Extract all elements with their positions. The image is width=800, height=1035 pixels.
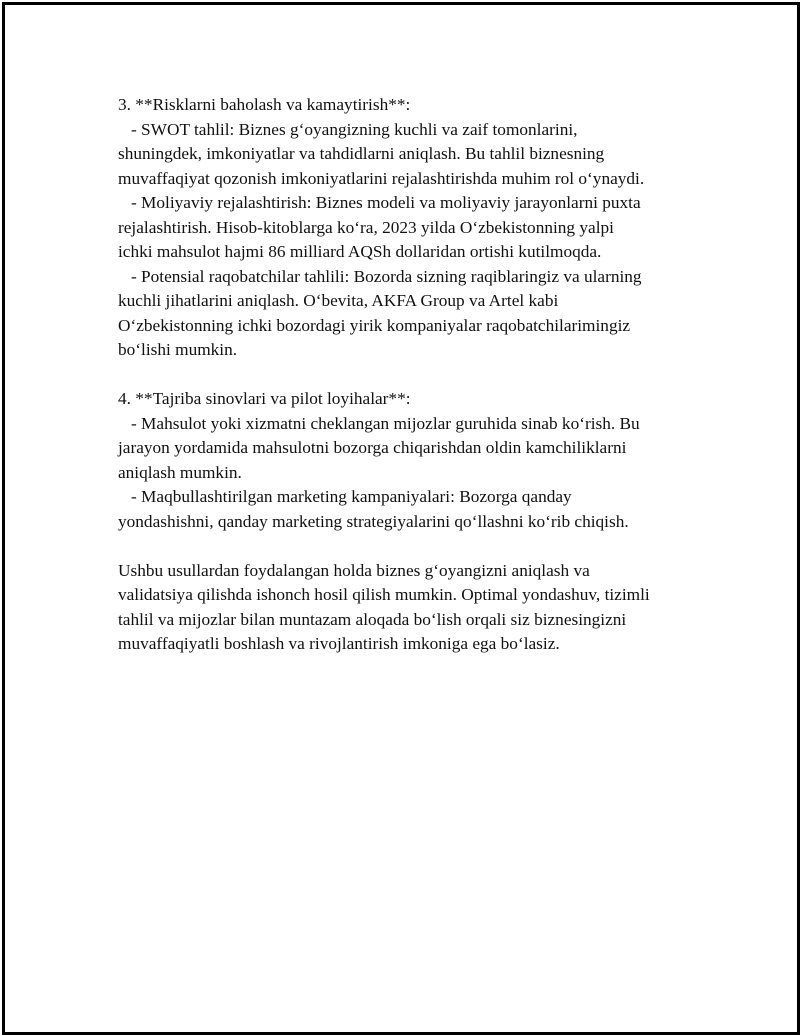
text-line: - Moliyaviy rejalashtirish: Biznes modeli va moliyaviy jarayonlarni puxta	[118, 193, 641, 212]
section-3	[118, 93, 718, 363]
paragraph-gap	[118, 534, 718, 559]
conclusion-paragraph	[118, 559, 718, 657]
text-line: - Potensial raqobatchilar tahlili: Bozorda sizning raqiblaringiz va ularning	[118, 266, 642, 286]
text-line: muvaffaqiyatli boshlash va rivojlantirish imkoniga ega bo‘lasiz.	[118, 634, 560, 653]
list-item	[118, 265, 718, 363]
list-item	[118, 412, 718, 486]
text-line: Ushbu usullardan foydalangan holda biznes g‘oyangizni aniqlash va	[118, 560, 590, 580]
text-line: muvaffaqiyat qozonish imkoniyatlarini rejalashtirishda muhim rol o‘ynaydi.	[118, 168, 645, 188]
text-line: yondashishni, qanday marketing strategiyalarini qo‘llashni ko‘rib chiqish.	[118, 511, 629, 531]
section-heading: 3. **Risklarni baholash va kamaytirish**:	[118, 95, 411, 114]
text-line: O‘zbekistonning ichki bozordagi yirik kompaniyalar raqobatchilarimingiz	[118, 315, 631, 335]
list-item	[118, 118, 718, 192]
text-line: bo‘lishi mumkin.	[118, 340, 238, 359]
text-line: jarayon yordamida mahsulotni bozorga chiqarishdan oldin kamchiliklarni	[118, 438, 627, 457]
list-item	[118, 485, 718, 534]
document-body	[118, 93, 718, 657]
text-line: validatsiya qilishda ishonch hosil qilish mumkin. Optimal yondashuv, tizimli	[118, 585, 650, 604]
list-item	[118, 191, 718, 265]
text-line: ichki mahsulot hajmi 86 milliard AQSh dollaridan ortishi kutilmoqda.	[118, 242, 602, 261]
text-line: kuchli jihatlarini aniqlash. O‘bevita, AKFA Group va Artel kabi	[118, 291, 559, 310]
section-heading: 4. **Tajriba sinovlari va pilot loyihalar**:	[118, 389, 411, 408]
text-line: rejalashtirish. Hisob-kitoblarga ko‘ra, 2023 yilda O‘zbekistonning yalpi	[118, 217, 614, 237]
text-line: shuningdek, imkoniyatlar va tahdidlarni aniqlash. Bu tahlil biznesning	[118, 144, 605, 163]
section-4	[118, 387, 718, 534]
text-line: - Maqbullashtirilgan marketing kampaniyalari: Bozorga qanday	[118, 487, 572, 506]
text-line: tahlil va mijozlar bilan muntazam aloqada bo‘lish orqali siz biznesingizni	[118, 609, 627, 629]
text-line: aniqlash mumkin.	[118, 462, 242, 482]
text-line: - SWOT tahlil: Biznes g‘oyangizning kuchli va zaif tomonlarini,	[118, 119, 578, 139]
text-line: - Mahsulot yoki xizmatni cheklangan mijozlar guruhida sinab ko‘rish. Bu	[118, 413, 640, 433]
paragraph-gap	[118, 363, 718, 388]
